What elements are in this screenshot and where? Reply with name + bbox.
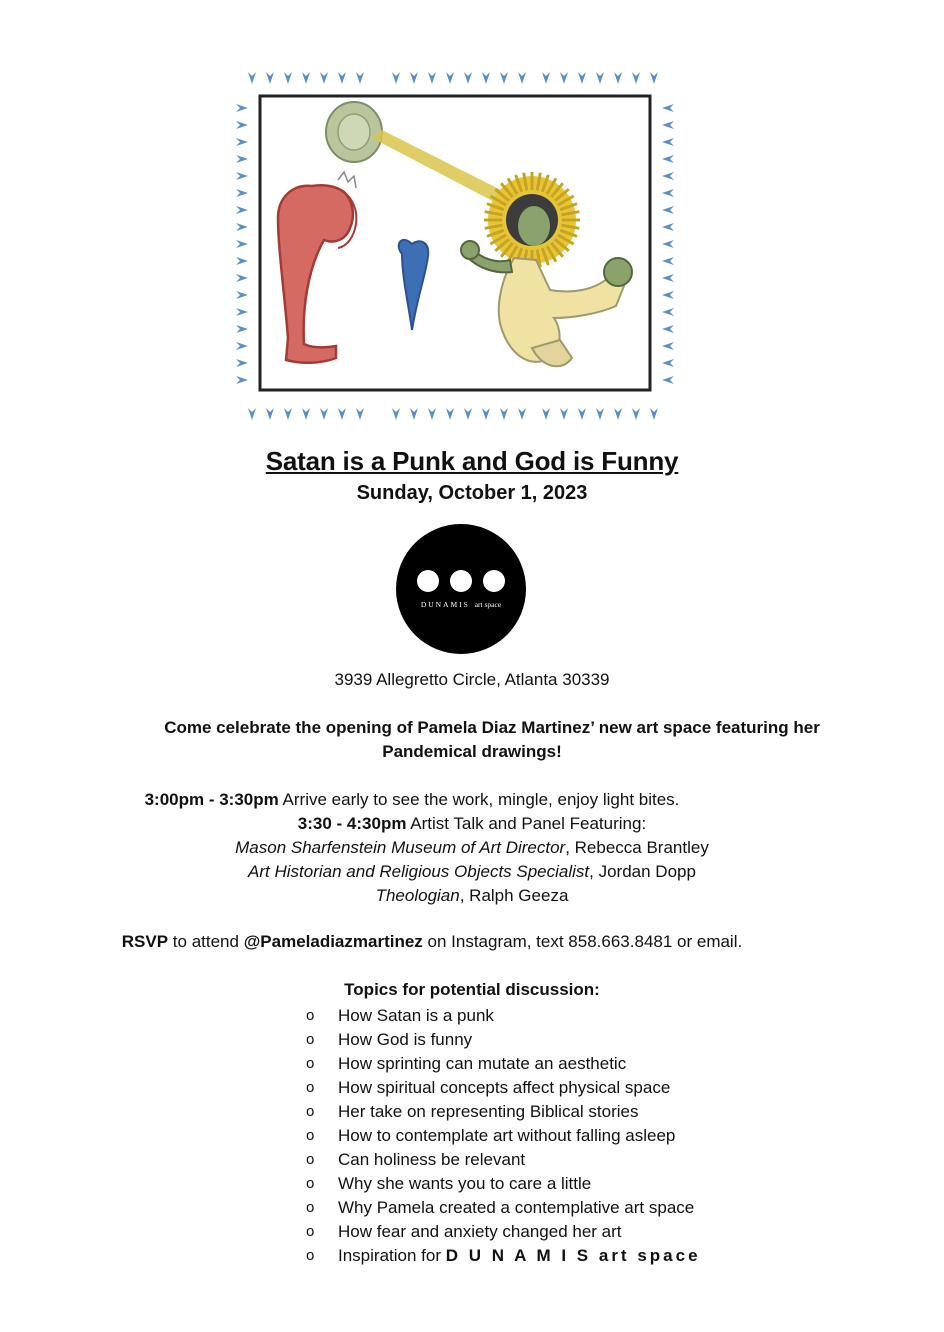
border-mark-icon bbox=[560, 408, 568, 420]
bullet-icon: o bbox=[306, 1103, 315, 1120]
border-mark-icon bbox=[662, 104, 674, 112]
border-mark-icon bbox=[236, 359, 248, 367]
list-item bbox=[304, 1004, 701, 1028]
border-mark-icon bbox=[392, 408, 400, 420]
border-mark-icon bbox=[236, 376, 248, 384]
rsvp-label: RSVP bbox=[121, 932, 169, 951]
border-mark-icon bbox=[464, 72, 472, 84]
topic-text: How spiritual concepts affect physical space bbox=[338, 1078, 671, 1097]
border-mark-icon bbox=[248, 72, 256, 84]
border-mark-icon bbox=[338, 72, 346, 84]
panelist-role: Theologian bbox=[375, 886, 460, 905]
border-mark-icon bbox=[236, 138, 248, 146]
border-mark-icon bbox=[662, 223, 674, 231]
border-mark-icon bbox=[662, 189, 674, 197]
border-mark-icon bbox=[662, 155, 674, 163]
topic-text: Her take on representing Biblical stories bbox=[338, 1102, 639, 1121]
rsvp-text-2: on Instagram, text 858.663.8481 or email. bbox=[422, 932, 743, 951]
border-mark-icon bbox=[392, 72, 400, 84]
panelist-row bbox=[0, 836, 944, 860]
event-address: 3939 Allegretto Circle, Atlanta 30339 bbox=[334, 670, 610, 689]
list-item bbox=[304, 1220, 701, 1244]
border-mark-icon bbox=[662, 121, 674, 129]
rsvp-text-1: to attend bbox=[168, 932, 244, 951]
panelist-row bbox=[0, 884, 944, 908]
border-mark-icon bbox=[236, 155, 248, 163]
border-mark-icon bbox=[500, 72, 508, 84]
border-mark-icon bbox=[464, 408, 472, 420]
topic-text: How fear and anxiety changed her art bbox=[338, 1222, 622, 1241]
bullet-icon: o bbox=[306, 1079, 315, 1096]
border-mark-icon bbox=[248, 408, 256, 420]
border-mark-icon bbox=[542, 408, 550, 420]
topic-text: How to contemplate art without falling asleep bbox=[338, 1126, 676, 1145]
bullet-icon: o bbox=[306, 1151, 315, 1168]
event-date: Sunday, October 1, 2023 bbox=[356, 482, 588, 504]
panelist-name: , Rebecca Brantley bbox=[565, 838, 709, 857]
border-mark-icon bbox=[500, 408, 508, 420]
panelist-name: , Ralph Geeza bbox=[459, 886, 569, 905]
border-mark-icon bbox=[266, 408, 274, 420]
border-mark-icon bbox=[356, 72, 364, 84]
border-mark-icon bbox=[236, 223, 248, 231]
border-mark-icon bbox=[662, 308, 674, 316]
border-mark-icon bbox=[596, 408, 604, 420]
topics-heading: Topics for potential discussion: bbox=[344, 980, 600, 999]
border-mark-icon bbox=[614, 72, 622, 84]
panelist-name: , Jordan Dopp bbox=[589, 862, 696, 881]
panelist-role: Art Historian and Religious Objects Specialist bbox=[248, 862, 590, 881]
bullet-icon: o bbox=[306, 1223, 315, 1240]
rsvp-line bbox=[0, 932, 944, 952]
border-mark-icon bbox=[320, 408, 328, 420]
border-mark-icon bbox=[662, 325, 674, 333]
intro-line-2: Pandemical drawings! bbox=[382, 742, 562, 761]
border-mark-icon bbox=[236, 274, 248, 282]
schedule-slot-1 bbox=[0, 788, 944, 812]
border-mark-icon bbox=[482, 408, 490, 420]
list-item bbox=[304, 1172, 701, 1196]
border-mark-icon bbox=[236, 206, 248, 214]
dunamis-logo bbox=[396, 524, 526, 654]
border-mark-icon bbox=[302, 408, 310, 420]
intro-text bbox=[0, 716, 944, 764]
border-mark-icon bbox=[284, 408, 292, 420]
border-mark-icon bbox=[650, 72, 658, 84]
border-mark-icon bbox=[518, 408, 526, 420]
list-item bbox=[304, 1028, 701, 1052]
border-mark-icon bbox=[596, 72, 604, 84]
border-mark-icon bbox=[650, 408, 658, 420]
slot-1-time: 3:00pm - 3:30pm bbox=[144, 790, 279, 809]
topic-text: Why she wants you to care a little bbox=[338, 1174, 592, 1193]
border-mark-icon bbox=[662, 240, 674, 248]
border-mark-icon bbox=[662, 342, 674, 350]
border-mark-icon bbox=[410, 72, 418, 84]
border-mark-icon bbox=[428, 72, 436, 84]
border-mark-icon bbox=[614, 408, 622, 420]
border-mark-icon bbox=[236, 325, 248, 333]
topic-text: How Satan is a punk bbox=[338, 1006, 494, 1025]
border-mark-icon bbox=[320, 72, 328, 84]
slot-2-time: 3:30 - 4:30pm bbox=[297, 814, 407, 833]
border-mark-icon bbox=[662, 359, 674, 367]
list-item bbox=[304, 1244, 701, 1268]
topic-text-bold: D U N A M I S art space bbox=[445, 1246, 701, 1265]
logo-name: DUNAMIS bbox=[420, 600, 470, 609]
bullet-icon: o bbox=[306, 1007, 315, 1024]
topic-text: How sprinting can mutate an aesthetic bbox=[338, 1054, 627, 1073]
schedule-slot-2 bbox=[0, 812, 944, 836]
border-mark-icon bbox=[542, 72, 550, 84]
border-mark-icon bbox=[578, 72, 586, 84]
border-mark-icon bbox=[662, 291, 674, 299]
border-mark-icon bbox=[266, 72, 274, 84]
border-mark-icon bbox=[236, 240, 248, 248]
list-item bbox=[304, 1196, 701, 1220]
border-mark-icon bbox=[446, 72, 454, 84]
border-mark-icon bbox=[428, 408, 436, 420]
logo-suffix: art space bbox=[474, 600, 502, 609]
border-mark-icon bbox=[236, 308, 248, 316]
topics-list bbox=[304, 1004, 701, 1268]
list-item bbox=[304, 1124, 701, 1148]
slot-2-text: Artist Talk and Panel Featuring: bbox=[406, 814, 647, 833]
border-mark-icon bbox=[410, 408, 418, 420]
border-mark-icon bbox=[338, 408, 346, 420]
border-mark-icon bbox=[236, 121, 248, 129]
border-mark-icon bbox=[662, 257, 674, 265]
list-item bbox=[304, 1052, 701, 1076]
border-mark-icon bbox=[632, 408, 640, 420]
topic-text: Can holiness be relevant bbox=[338, 1150, 526, 1169]
border-mark-icon bbox=[236, 257, 248, 265]
bullet-icon: o bbox=[306, 1247, 315, 1264]
border-mark-icon bbox=[236, 189, 248, 197]
instagram-handle[interactable]: @Pameladiazmartinez bbox=[243, 932, 423, 951]
border-mark-icon bbox=[284, 72, 292, 84]
artwork-image bbox=[232, 68, 678, 428]
list-item bbox=[304, 1100, 701, 1124]
list-item bbox=[304, 1076, 701, 1100]
border-mark-icon bbox=[662, 206, 674, 214]
svg-text:DUNAMIS art space bbox=[421, 600, 502, 609]
border-mark-icon bbox=[446, 408, 454, 420]
border-mark-icon bbox=[236, 172, 248, 180]
border-mark-icon bbox=[302, 72, 310, 84]
bullet-icon: o bbox=[306, 1199, 315, 1216]
border-mark-icon bbox=[662, 274, 674, 282]
border-mark-icon bbox=[578, 408, 586, 420]
border-mark-icon bbox=[236, 104, 248, 112]
border-mark-icon bbox=[518, 72, 526, 84]
topic-text: How God is funny bbox=[338, 1030, 473, 1049]
panelist-row bbox=[0, 860, 944, 884]
schedule bbox=[0, 788, 944, 908]
intro-line-1: Come celebrate the opening of Pamela Diaz Martinez’ new art space featuring her bbox=[164, 718, 820, 737]
border-mark-icon bbox=[662, 138, 674, 146]
bullet-icon: o bbox=[306, 1031, 315, 1048]
border-mark-icon bbox=[662, 172, 674, 180]
list-item bbox=[304, 1148, 701, 1172]
bullet-icon: o bbox=[306, 1175, 315, 1192]
bullet-icon: o bbox=[306, 1127, 315, 1144]
border-mark-icon bbox=[662, 376, 674, 384]
border-mark-icon bbox=[236, 291, 248, 299]
event-title: Satan is a Punk and God is Funny bbox=[265, 446, 679, 476]
bullet-icon: o bbox=[306, 1055, 315, 1072]
border-mark-icon bbox=[560, 72, 568, 84]
slot-1-text: Arrive early to see the work, mingle, enjoy light bites. bbox=[278, 790, 680, 809]
border-mark-icon bbox=[632, 72, 640, 84]
panelist-role: Mason Sharfenstein Museum of Art Director bbox=[235, 838, 566, 857]
topic-text: Inspiration for bbox=[338, 1246, 446, 1265]
border-mark-icon bbox=[356, 408, 364, 420]
border-mark-icon bbox=[482, 72, 490, 84]
border-mark-icon bbox=[236, 342, 248, 350]
topic-text: Why Pamela created a contemplative art space bbox=[338, 1198, 695, 1217]
